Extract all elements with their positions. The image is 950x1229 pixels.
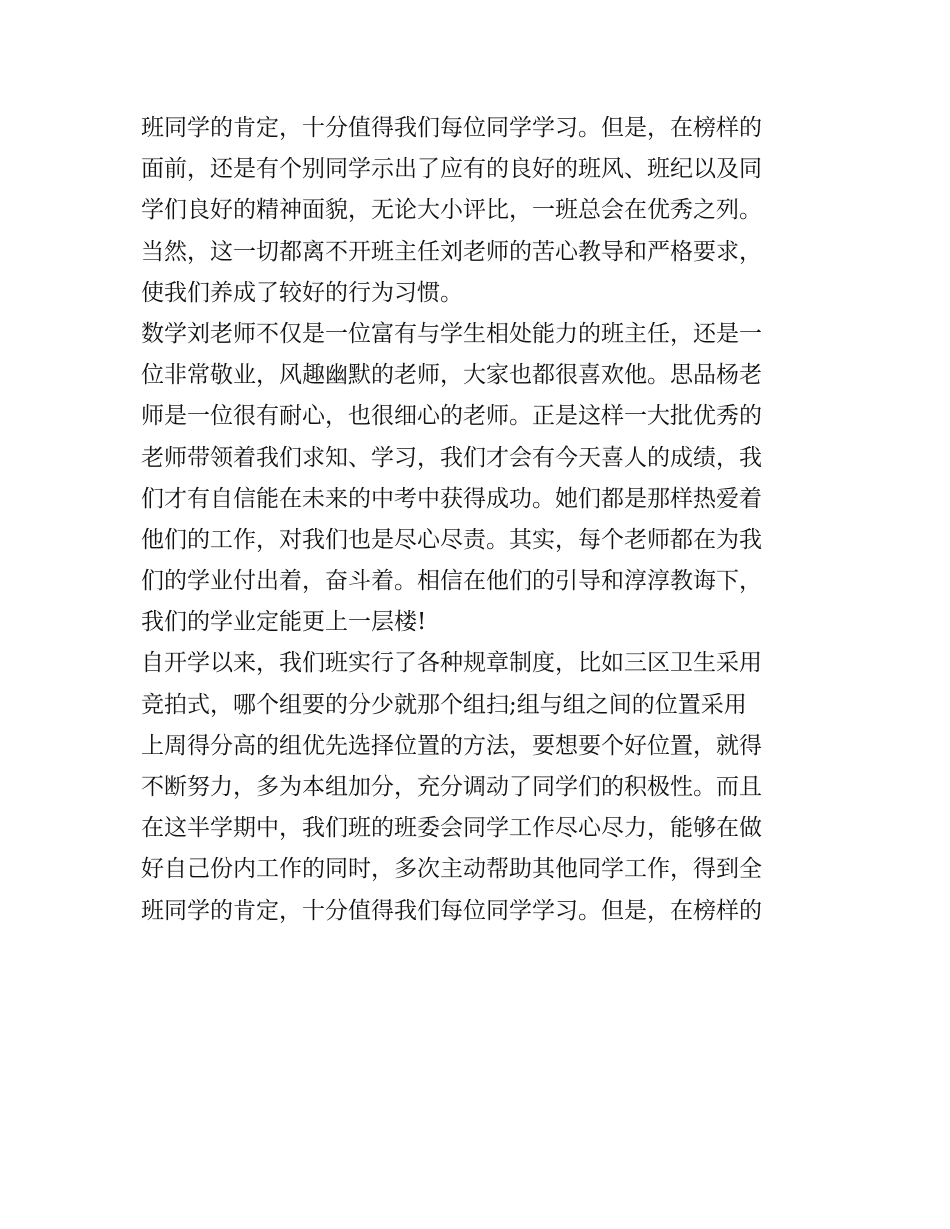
document-body [141,108,821,932]
text-line: 上周得分高的组优先选择位置的方法，要想要个好位置，就得 [141,732,762,759]
text-line: 不断努力，多为本组加分，充分调动了同学们的积极性。而且 [141,774,762,800]
text-line: 面前，还是有个别同学示出了应有的良好的班风、班纪以及同 [141,156,762,183]
text-line: 班同学的肯定，十分值得我们每位同学学习。但是，在榜样的 [141,115,762,141]
text-line: 位非常敬业，风趣幽默的老师，大家也都很喜欢他。思品杨老 [141,362,762,389]
text-line: 自开学以来，我们班实行了各种规章制度，比如三区卫生采用 [141,650,762,677]
text-line: 班同学的肯定，十分值得我们每位同学学习。但是，在榜样的 [141,897,762,924]
text-line: 们才有自信能在未来的中考中获得成功。她们都是那样热爱着 [141,485,762,512]
text-line: 学们良好的精神面貌，无论大小评比，一班总会在优秀之列。 [141,197,762,224]
text-line: 老师带领着我们求知、学习，我们才会有今天喜人的成绩，我 [141,444,762,471]
text-line: 我们的学业定能更上一层楼! [141,609,427,636]
text-line: 竞拍式，哪个组要的分少就那个组扫;组与组之间的位置采用 [141,691,747,718]
text-line: 当然，这一切都离不开班主任刘老师的苦心教导和严格要求， [141,238,762,265]
text-line: 数学刘老师不仅是一位富有与学生相处能力的班主任，还是一 [141,320,762,347]
text-line: 师是一位很有耐心，也很细心的老师。正是这样一大批优秀的 [141,403,762,430]
text-line: 好自己份内工作的同时，多次主动帮助其他同学工作，得到全 [141,856,762,883]
text-line: 们的学业付出着，奋斗着。相信在他们的引导和淳淳教诲下， [141,568,762,595]
text-line: 使我们养成了较好的行为习惯。 [141,279,463,306]
text-line: 他们的工作，对我们也是尽心尽责。其实，每个老师都在为我 [141,526,762,553]
text-line: 在这半学期中，我们班的班委会同学工作尽心尽力，能够在做 [141,815,762,842]
